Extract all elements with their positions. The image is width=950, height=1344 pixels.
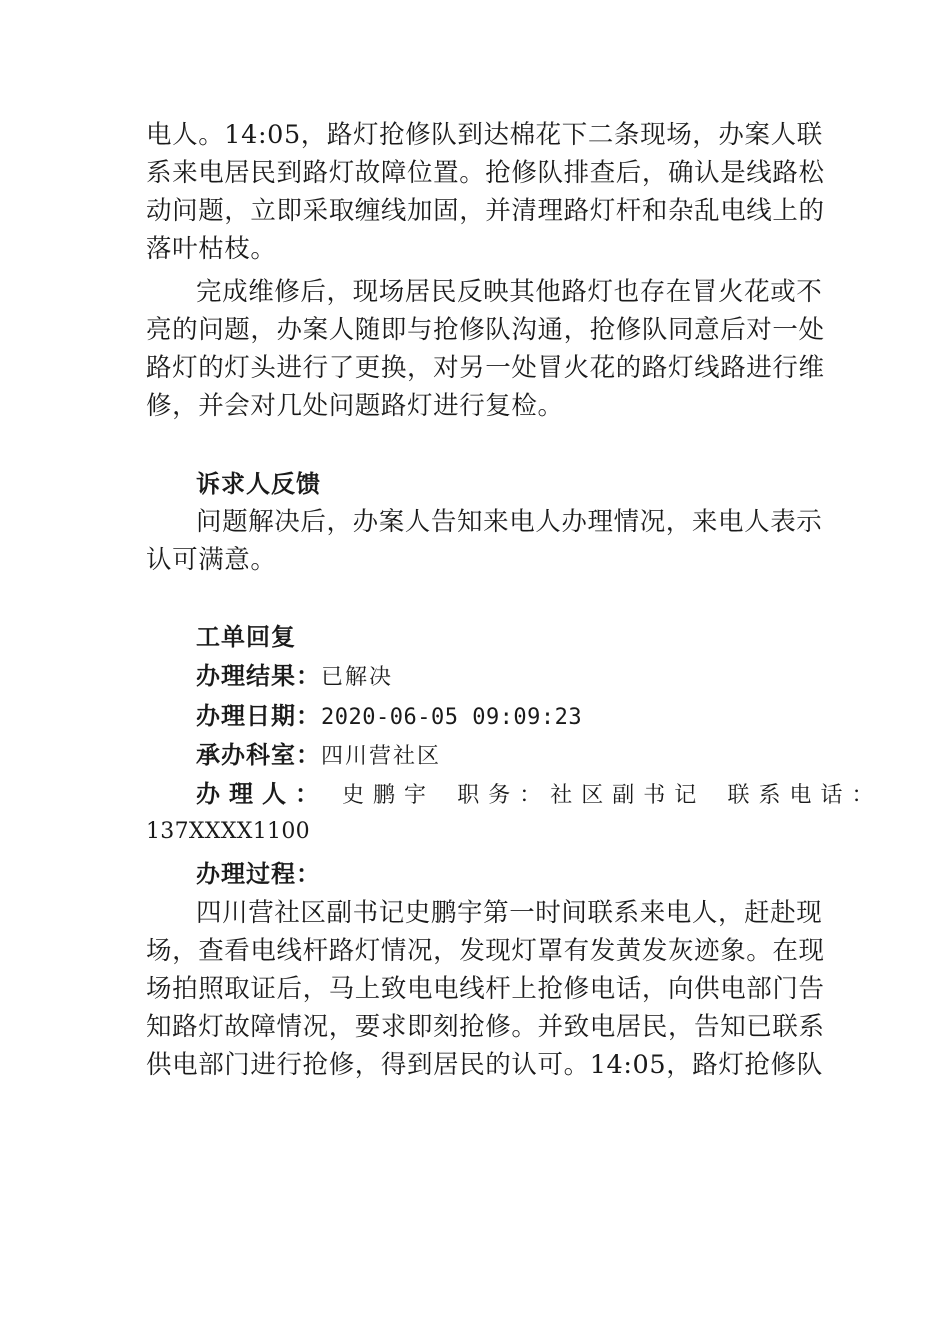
field-department — [196, 736, 441, 776]
text-line: 知路灯故障情况，要求即刻抢修。并致电居民，告知已联系 — [146, 1012, 825, 1042]
text-line: 完成维修后，现场居民反映其他路灯也存在冒火花或不 — [196, 277, 823, 307]
text-line: 路灯的灯头进行了更换，对另一处冒火花的路灯线路进行维 — [146, 353, 825, 383]
field-value: 2020-06-05 09:09:23 — [321, 705, 583, 730]
field-value: 四川营社区 — [321, 744, 442, 769]
text-line: 场拍照取证后，马上致电电线杆上抢修电话，向供电部门告 — [146, 974, 825, 1004]
text-line: 四川营社区副书记史鹏宇第一时间联系来电人，赶赴现 — [196, 898, 823, 928]
field-label: 办理结果： — [196, 662, 321, 690]
text-line: 亮的问题，办案人随即与抢修队沟通，抢修队同意后对一处 — [146, 315, 825, 345]
field-label: 办理人： — [196, 780, 328, 808]
text-line: 落叶枯枝。 — [146, 234, 277, 264]
field-phone: 137XXXX1100 — [146, 819, 310, 844]
text-line: 供电部门进行抢修，得到居民的认可。14:05，路灯抢修队 — [146, 1050, 823, 1080]
section-heading-reply: 工单回复 — [196, 623, 296, 651]
text-line: 系来电居民到路灯故障位置。抢修队排查后，确认是线路松 — [146, 158, 825, 188]
text-line: 问题解决后，办案人告知来电人办理情况，来电人表示 — [196, 507, 823, 537]
field-result — [196, 657, 393, 697]
field-label: 承办科室： — [196, 741, 321, 769]
field-label: 办理日期： — [196, 702, 321, 730]
section-heading-feedback: 诉求人反馈 — [196, 470, 321, 498]
field-value: 史鹏宇 职务：社区副书记 联系电话： — [342, 783, 883, 808]
text-line: 认可满意。 — [146, 545, 277, 575]
text-line: 场，查看电线杆路灯情况，发现灯罩有发黄发灰迹象。在现 — [146, 936, 825, 966]
field-process-label: 办理过程： — [196, 860, 321, 888]
field-handler — [196, 775, 883, 815]
field-value: 已解决 — [321, 665, 394, 690]
text-line: 电人。14:05，路灯抢修队到达棉花下二条现场，办案人联 — [146, 120, 823, 150]
text-line: 动问题，立即采取缠线加固，并清理路灯杆和杂乱电线上的 — [146, 196, 825, 226]
field-date — [196, 697, 582, 737]
text-line: 修，并会对几处问题路灯进行复检。 — [146, 391, 564, 421]
